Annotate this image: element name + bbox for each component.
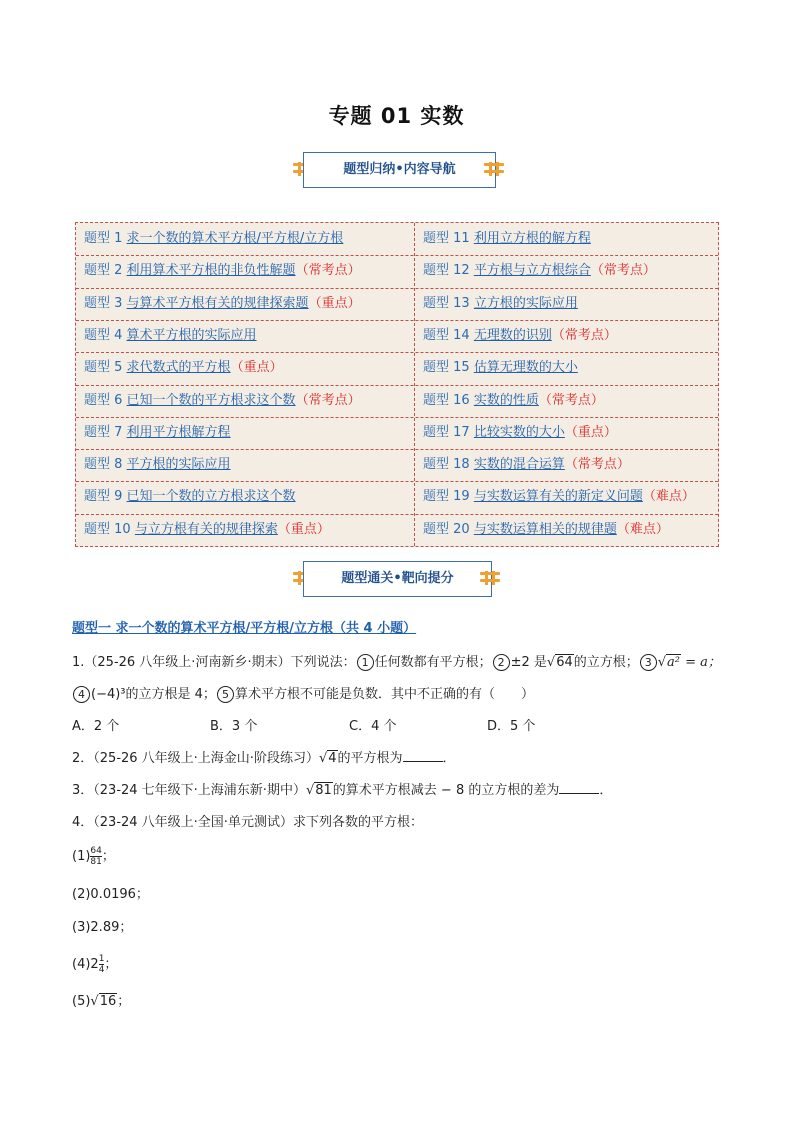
topic-link-right-7[interactable]: 题型 17 比较实数的大小（重点） [423,425,617,440]
topic-link-left-2[interactable]: 题型 2 利用算术平方根的非负性解题（常考点） [84,263,361,278]
question-4-part-1: (1) $\frac{64}{81}$ ； [72,846,115,867]
topic-link-left-6[interactable]: 题型 6 已知一个数的平方根求这个数（常考点） [84,393,361,408]
question-1-option-c: C．4 个 [349,719,397,734]
topic-link-right-4[interactable]: 题型 14 无理数的识别（常考点） [423,328,617,343]
answer-blank [559,781,599,794]
question-4-part-3: (3)2.89； [72,920,133,935]
topic-link-left-5[interactable]: 题型 5 求代数式的平方根（重点） [84,360,283,375]
question-2: 2．（25-26 八年级上·上海金山·阶段练习）√4的平方根为 ． [72,751,456,766]
topic-link-right-2[interactable]: 题型 12 平方根与立方根综合（常考点） [423,263,656,278]
page-title: 专题 01 实数 [328,104,465,128]
section-banner-practice [0,561,793,597]
question-4-part-5: (5)√16； [72,994,131,1009]
topic-link-left-4[interactable]: 题型 4 算术平方根的实际应用 [84,328,257,343]
topic-link-left-9[interactable]: 题型 9 已知一个数的立方根求这个数 [84,489,296,504]
question-4-part-4: (4)2 $\frac{1}{4}$ ； [72,954,118,975]
question-1-line-2: 4 (−4)³的立方根是 4； 5 算术平方根不可能是负数．其中不正确的有（ ） [72,683,534,703]
topic-link-left-10[interactable]: 题型 10 与立方根有关的规律探索（重点） [84,522,330,537]
topic-link-right-8[interactable]: 题型 18 实数的混合运算（常考点） [423,457,630,472]
question-1-option-d: D．5 个 [487,719,536,734]
topic-link-left-1[interactable]: 题型 1 求一个数的算术平方根/平方根/立方根 [84,231,344,246]
topic-link-left-3[interactable]: 题型 3 与算术平方根有关的规律探索题（重点） [84,296,361,311]
answer-blank [403,749,443,762]
topic-link-right-6[interactable]: 题型 16 实数的性质（常考点） [423,393,604,408]
question-4-part-2: (2)0.0196； [72,887,149,902]
question-1-option-a: A．2 个 [72,719,120,734]
banner-decoration-icon [484,162,504,176]
question-1-option-b: B．3 个 [210,719,258,734]
banner-label: 题型归纳•内容导航 [303,152,496,188]
topic-link-left-7[interactable]: 题型 7 利用平方根解方程 [84,425,231,440]
question-1-line-1: 1.（25-26 八年级上·河南新乡·期末）下列说法： 1 任何数都有平方根； 2 ±2 是√64的立方根； 3 √a² = a； [72,655,721,670]
banner-label: 题型通关•靶向提分 [303,561,492,597]
topic-link-right-10[interactable]: 题型 20 与实数运算相关的规律题（难点） [423,522,669,537]
section-heading-link[interactable]: 题型一 求一个数的算术平方根/平方根/立方根（共 4 小题） [72,621,417,636]
topic-link-right-9[interactable]: 题型 19 与实数运算有关的新定义问题（难点） [423,489,695,504]
section-banner-navigation [0,152,793,188]
question-3: 3．（23-24 七年级下·上海浦东新·期中）√81的算术平方根减去 − 8 的立方根的差为 ． [72,783,613,798]
topic-link-left-8[interactable]: 题型 8 平方根的实际应用 [84,457,231,472]
topic-link-right-5[interactable]: 题型 15 估算无理数的大小 [423,360,578,375]
banner-decoration-icon [480,571,500,585]
topic-navigation-table [75,222,719,547]
topic-link-right-1[interactable]: 题型 11 利用立方根的解方程 [423,231,591,246]
topic-link-right-3[interactable]: 题型 13 立方根的实际应用 [423,296,578,311]
question-4: 4．（23-24 八年级上·全国·单元测试）求下列各数的平方根： [72,815,423,830]
